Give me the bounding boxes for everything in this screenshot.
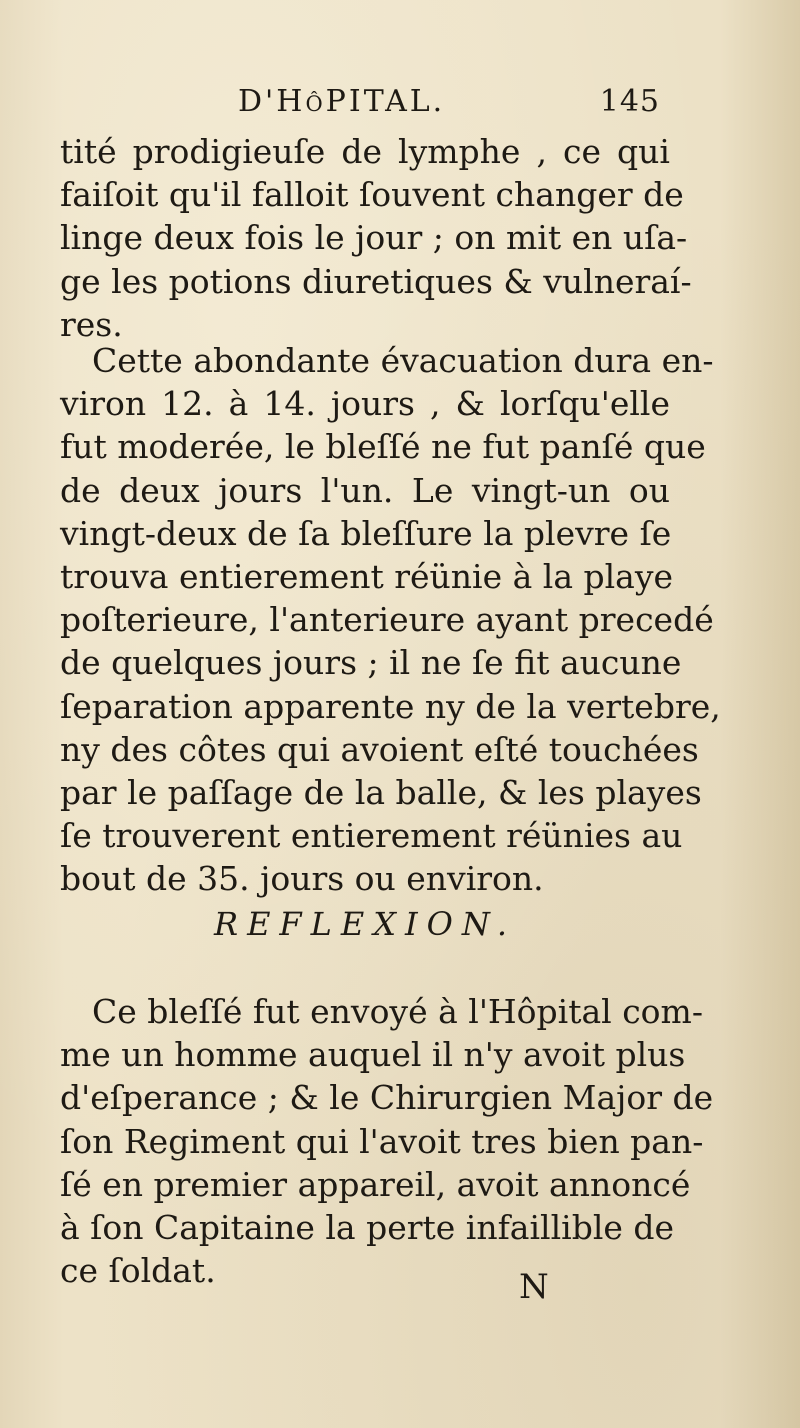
text-line: ſé en premier appareil, avoit annoncé [60,1164,691,1204]
text-line: linge deux fois le jour ; on mit en uſa- [60,218,688,258]
text-line: par le paſſage de la balle, & les playes [60,773,702,813]
text-line: de quelques jours ; il ne ſe fit aucune [60,643,682,683]
paragraph-reflexion [60,990,714,1292]
text-line: tité prodigieuſe de lymphe , ce qui [60,132,670,171]
section-heading: REFLEXION. [213,905,517,943]
paragraph-continued [60,130,692,346]
page-number: 145 [599,84,660,119]
text-line: viron 12. à 14. jours , & lorſqu'elle [60,384,670,424]
text-line: faiſoit qu'il falloit ſouvent changer de [60,175,684,215]
text-line: res. [60,304,123,344]
page-header [60,84,660,128]
text-line: de deux jours l'un. Le vingt-un ou [60,470,670,510]
text-line: fut moderée, le bleſſé ne fut panſé que [60,427,706,467]
text-line: Cette abondante évacuation dura en- [92,341,714,380]
text-line: Ce bleſſé fut envoyé à l'Hôpital com- [92,992,703,1031]
text-line: ſon Regiment qui l'avoit tres bien pan- [60,1121,704,1161]
text-line: ge les potions diuretiques & vulneraí- [60,261,692,301]
text-line: me un homme auquel il n'y avoit plus [60,1035,686,1075]
text-line: bout de 35. jours ou environ. [60,859,544,899]
signature-mark: N [519,1267,549,1307]
text-line: ny des côtes qui avoient eſté touchées [60,729,699,769]
text-line: trouva entierement réünie à la playe [60,557,674,597]
text-line: ſeparation apparente ny de la vertebre, [60,686,721,726]
text-line: vingt-deux de ſa bleſſure la plevre ſe [60,513,672,553]
text-line: à ſon Capitaine la perte infaillible de [60,1208,675,1248]
running-head: D'HôPITAL. [238,84,446,119]
text-line: d'eſperance ; & le Chirurgien Major de [60,1078,714,1118]
text-line: ſe trouverent entierement réünies au [60,816,683,856]
text-line: ce ſoldat. [60,1251,216,1291]
text-line: poſterieure, l'anterieure ayant precedé [60,600,714,640]
paragraph-evacuation [60,339,721,901]
